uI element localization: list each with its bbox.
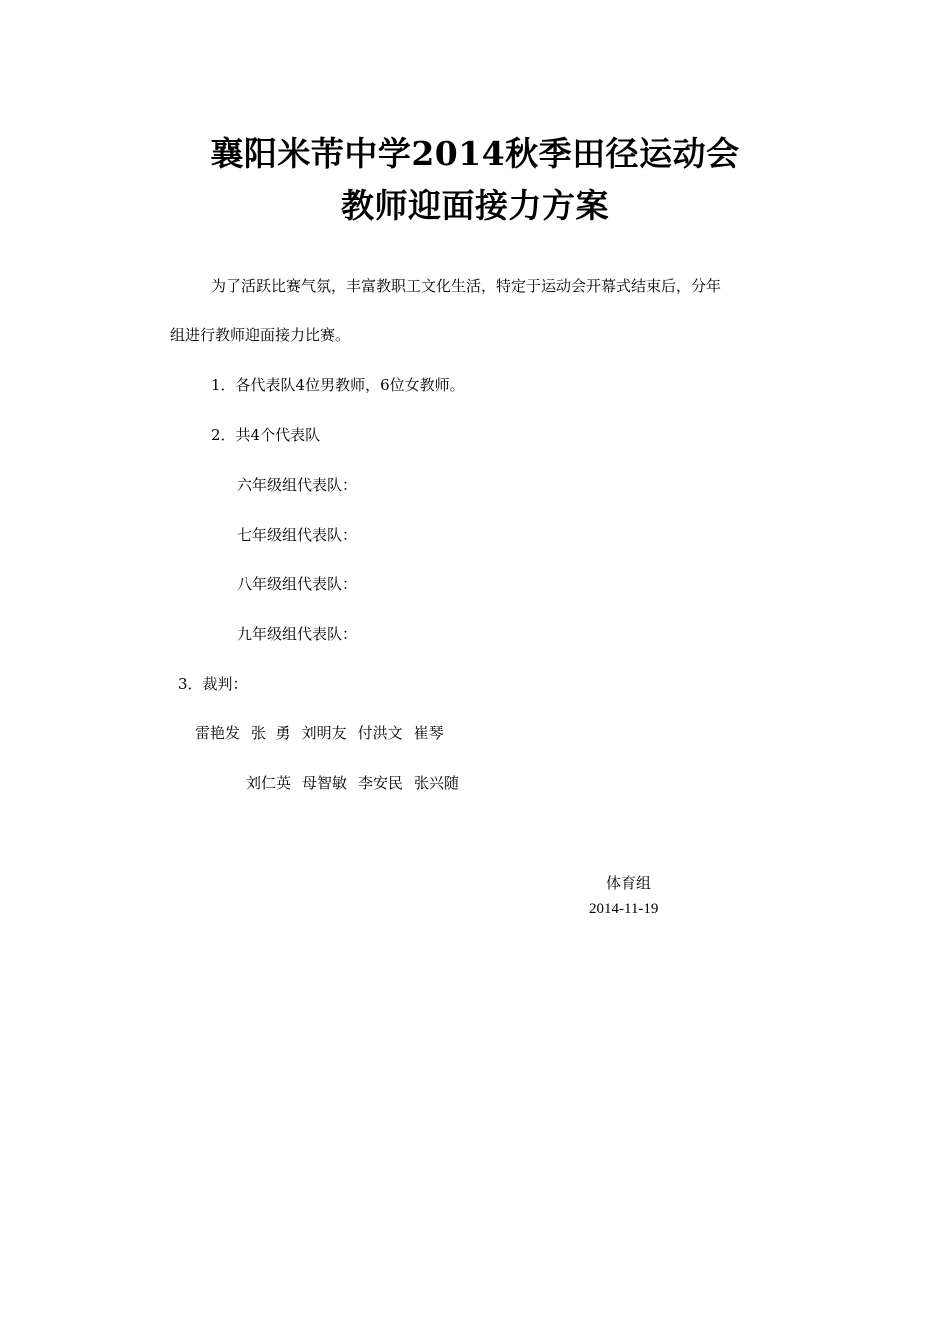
referee-name: 张 勇 [251,724,291,742]
team-grade6: 六年级组代表队： [237,476,358,494]
intro-paragraph-line1: 为了活跃比赛气氛，丰富教职工文化生活，特定于运动会开幕式结束后，分年 [211,277,722,295]
signature-date: 2014-11-19 [589,901,659,917]
rule-item-1: 1．各代表队4位男教师，6位女教师。 [211,376,465,394]
referee-row-1 [195,723,455,743]
signature-organization: 体育组 [606,874,652,892]
referee-name: 母智敏 [302,774,348,792]
referee-row-2 [246,773,470,793]
referee-name: 崔琴 [413,724,444,742]
document-title-line1: 襄阳米芾中学2014秋季田径运动会 [210,134,740,173]
referee-name: 张兴随 [414,774,460,792]
intro-paragraph-line2: 组进行教师迎面接力比赛。 [170,326,351,344]
referee-name: 刘仁英 [246,774,292,792]
team-grade8: 八年级组代表队： [237,575,358,593]
referee-name: 刘明友 [301,724,347,742]
referee-name: 李安民 [358,774,404,792]
rule-item-3: 3．裁判： [178,675,248,693]
referee-name: 雷艳发 [195,724,241,742]
document-title-line2: 教师迎面接力方案 [341,186,609,225]
team-grade7: 七年级组代表队： [237,526,358,544]
rule-item-2: 2．共4个代表队 [211,426,321,444]
team-grade9: 九年级组代表队： [237,625,358,643]
referee-name: 付洪文 [357,724,403,742]
